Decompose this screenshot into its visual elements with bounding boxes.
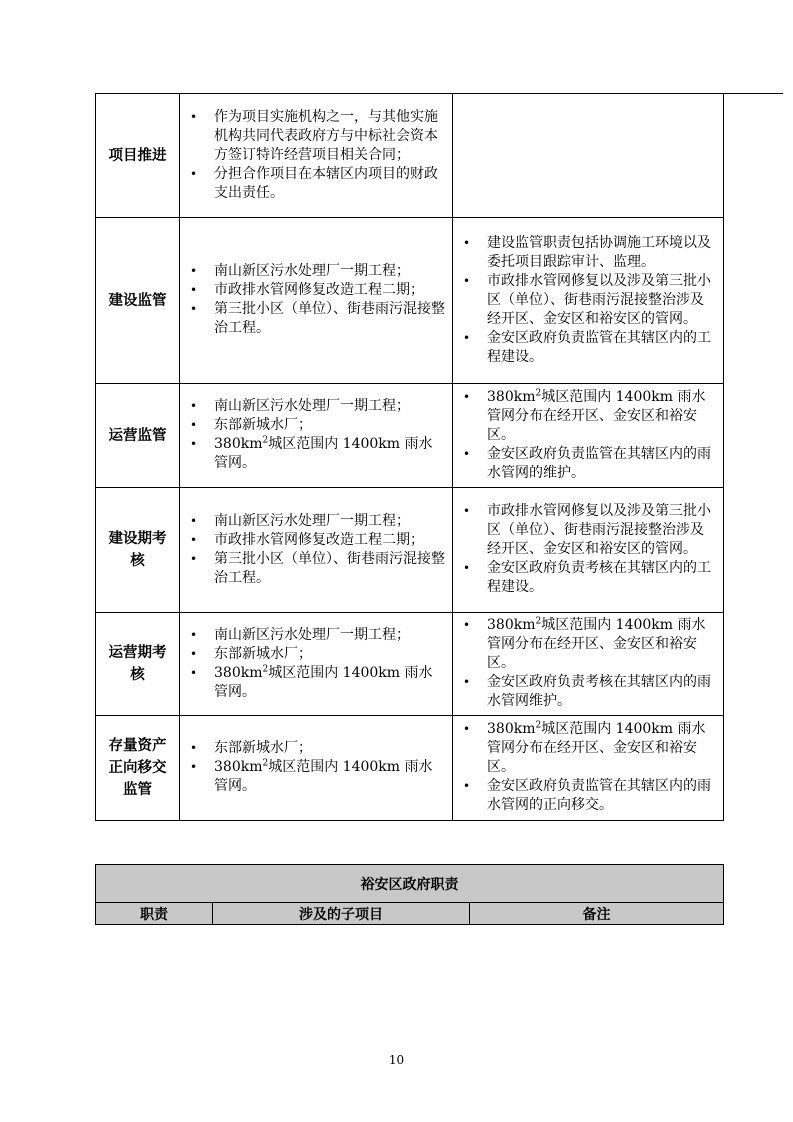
subproject-cell bbox=[180, 218, 453, 384]
responsibility-cell: 建设监管 bbox=[96, 218, 180, 384]
page-number: 10 bbox=[388, 1053, 405, 1067]
list-item: • $380km^2$城区范围内 1400km 雨水管网分布在经开区、金安区和裕安区。 bbox=[457, 388, 717, 445]
note-cell bbox=[453, 384, 724, 488]
list-item: • $380km^2$城区范围内 1400km 雨水管网。 bbox=[184, 758, 446, 796]
list-item: • 南山新区污水处理厂一期工程； bbox=[184, 626, 446, 645]
list-item: • 金安区政府负责考核在其辖区内的雨水管网维护。 bbox=[457, 673, 717, 711]
table-header-row bbox=[96, 903, 724, 925]
list-item: • 市政排水管网修复改造工程二期； bbox=[184, 281, 446, 300]
list-item: • $380km^2$城区范围内 1400km 雨水管网。 bbox=[184, 435, 446, 473]
note-cell bbox=[453, 488, 724, 613]
note-cell bbox=[453, 218, 724, 384]
list-item: • 东部新城水厂； bbox=[184, 645, 446, 664]
column-header-responsibility: 职责 bbox=[96, 903, 213, 925]
table-row bbox=[96, 384, 724, 488]
jinan-responsibility-table bbox=[95, 93, 724, 821]
table-row bbox=[96, 218, 724, 384]
list-item: • $380km^2$城区范围内 1400km 雨水管网。 bbox=[184, 664, 446, 702]
table-row bbox=[96, 716, 724, 821]
list-item: • $380km^2$城区范围内 1400km 雨水管网分布在经开区、金安区和裕安区。 bbox=[457, 616, 717, 673]
subproject-cell bbox=[180, 94, 453, 218]
note-cell bbox=[453, 613, 724, 716]
list-item: • 第三批小区（单位）、街巷雨污混接整治工程。 bbox=[184, 300, 446, 338]
list-item: • 金安区政府负责监管在其辖区内的雨水管网的正向移交。 bbox=[457, 777, 717, 815]
responsibility-cell: 运营监管 bbox=[96, 384, 180, 488]
list-item: • 市政排水管网修复改造工程二期； bbox=[184, 531, 446, 550]
table-title-row bbox=[96, 865, 724, 903]
list-item: • 金安区政府负责监管在其辖区内的工程建设。 bbox=[457, 329, 717, 367]
list-item: • 东部新城水厂； bbox=[184, 739, 446, 758]
list-item: • 南山新区污水处理厂一期工程； bbox=[184, 397, 446, 416]
list-item: • 南山新区污水处理厂一期工程； bbox=[184, 512, 446, 531]
column-header-notes: 备注 bbox=[470, 903, 724, 925]
top-right-rule bbox=[723, 93, 783, 94]
table-row bbox=[96, 94, 724, 218]
list-item: • 东部新城水厂； bbox=[184, 416, 446, 435]
table-row bbox=[96, 613, 724, 716]
responsibility-cell: 建设期考核 bbox=[96, 488, 180, 613]
subproject-cell bbox=[180, 384, 453, 488]
responsibility-cell: 存量资产正向移交监管 bbox=[96, 716, 180, 821]
table-row bbox=[96, 488, 724, 613]
list-item: • $380km^2$城区范围内 1400km 雨水管网分布在经开区、金安区和裕安区。 bbox=[457, 720, 717, 777]
subproject-cell bbox=[180, 488, 453, 613]
note-cell bbox=[453, 94, 724, 218]
table-title: 裕安区政府职责 bbox=[96, 865, 724, 903]
list-item: • 第三批小区（单位）、街巷雨污混接整治工程。 bbox=[184, 550, 446, 588]
subproject-cell bbox=[180, 716, 453, 821]
list-item: • 南山新区污水处理厂一期工程； bbox=[184, 262, 446, 281]
list-item: • 分担合作项目在本辖区内项目的财政支出责任。 bbox=[184, 165, 446, 203]
list-item: • 建设监管职责包括协调施工环境以及委托项目跟踪审计、监理。 bbox=[457, 234, 717, 272]
list-item: • 金安区政府负责考核在其辖区内的工程建设。 bbox=[457, 559, 717, 597]
list-item: • 作为项目实施机构之一，与其他实施机构共同代表政府方与中标社会资本方签订特许经营项目相关合同； bbox=[184, 108, 446, 165]
list-item: • 金安区政府负责监管在其辖区内的雨水管网的维护。 bbox=[457, 445, 717, 483]
column-header-subprojects: 涉及的子项目 bbox=[213, 903, 470, 925]
responsibility-cell: 运营期考核 bbox=[96, 613, 180, 716]
yuan-responsibility-table bbox=[95, 864, 724, 925]
list-item: • 市政排水管网修复以及涉及第三批小区（单位）、街巷雨污混接整治涉及经开区、金安区和裕安区的管网。 bbox=[457, 502, 717, 559]
responsibility-cell: 项目推进 bbox=[96, 94, 180, 218]
note-cell bbox=[453, 716, 724, 821]
subproject-cell bbox=[180, 613, 453, 716]
list-item: • 市政排水管网修复以及涉及第三批小区（单位）、街巷雨污混接整治涉及经开区、金安区和裕安区的管网。 bbox=[457, 272, 717, 329]
